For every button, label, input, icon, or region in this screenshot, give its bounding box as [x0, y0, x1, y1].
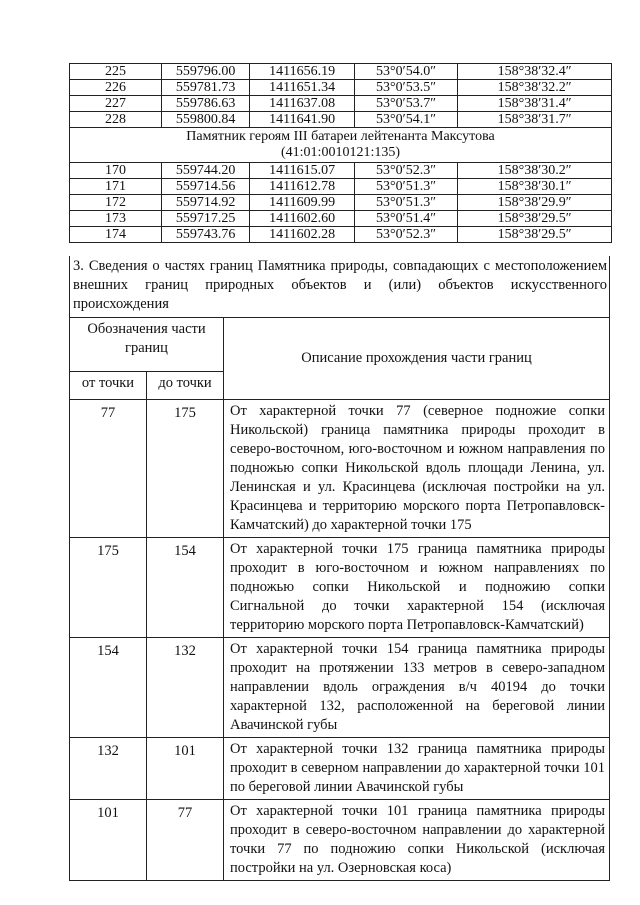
point-number: 172	[70, 195, 162, 211]
longitude: 158°38′30.1″	[458, 179, 612, 195]
coord-y: 1411641.90	[250, 112, 354, 128]
coord-y: 1411637.08	[250, 96, 354, 112]
boundary-parts-table	[69, 317, 610, 881]
longitude: 158°38′29.5″	[458, 227, 612, 243]
subheading-cadastral-number: (41:01:0010121:135)	[281, 145, 400, 160]
coord-y: 1411602.60	[250, 211, 354, 227]
table-row	[70, 163, 612, 179]
coord-x: 559781.73	[161, 80, 250, 96]
coord-x: 559800.84	[161, 112, 250, 128]
point-number: 173	[70, 211, 162, 227]
from-point: 175	[70, 538, 147, 638]
boundary-description: От характерной точки 175 граница памятника природы проходит в юго-восточном и южном направлениях по подножью сопки Никольской и подножию сопки Сигнальной до точки характерной 154 (исключая территорию морского порта Петропавловск-Камчатский)	[224, 538, 610, 638]
longitude: 158°38′31.4″	[458, 96, 612, 112]
boundary-description: От характерной точки 77 (северное подножие сопки Никольской) граница памятника природы проходит в северо-восточном, юго-восточном и южном направления по подножью сопки Никольской вдоль площади Ленина, ул. Ленинская и ул. Красинцева (исключая постройки на ул. Красинцева и территорию морского порта Петропавловск-Камчатский) до характерной точки 175	[224, 400, 610, 538]
from-point: 132	[70, 738, 147, 800]
table-header-row	[70, 318, 610, 372]
subheading-title: Памятник героям III батареи лейтенанта Максутова	[186, 129, 495, 144]
to-point: 175	[147, 400, 224, 538]
latitude: 53°0′52.3″	[354, 227, 457, 243]
latitude: 53°0′54.1″	[354, 112, 457, 128]
table-row	[70, 112, 612, 128]
section-3-heading: 3. Сведения о частях границ Памятника природы, совпадающих с местоположением внешних границ природных объектов и (или) объектов искусственного происхождения	[69, 256, 610, 318]
boundary-description: От характерной точки 154 граница памятника природы проходит на протяжении 133 метров в северо-западном направлении вдоль ограждения в/ч 40194 до точки характерной 132, расположенной на береговой линии Авачинской губы	[224, 638, 610, 738]
boundary-description: От характерной точки 101 граница памятника природы проходит в северо-восточном направлении до характерной точки 77 по подножию сопки Никольской (исключая постройки на ул. Озерновская коса)	[224, 800, 610, 881]
coord-x: 559796.00	[161, 64, 250, 80]
header-designation: Обозначения части границ	[70, 318, 224, 372]
header-description: Описание прохождения части границ	[224, 318, 610, 400]
table-row	[70, 179, 612, 195]
to-point: 101	[147, 738, 224, 800]
coord-y: 1411651.34	[250, 80, 354, 96]
longitude: 158°38′30.2″	[458, 163, 612, 179]
from-point: 77	[70, 400, 147, 538]
header-from-point: от точки	[70, 372, 147, 400]
table-row	[70, 400, 610, 538]
table-row	[70, 227, 612, 243]
table-subheading-row	[70, 128, 612, 163]
point-number: 225	[70, 64, 162, 80]
coord-x: 559714.56	[161, 179, 250, 195]
table-row	[70, 64, 612, 80]
header-to-point: до точки	[147, 372, 224, 400]
table-row	[70, 738, 610, 800]
point-number: 171	[70, 179, 162, 195]
table-row	[70, 96, 612, 112]
from-point: 101	[70, 800, 147, 881]
latitude: 53°0′52.3″	[354, 163, 457, 179]
from-point: 154	[70, 638, 147, 738]
table-row	[70, 80, 612, 96]
to-point: 132	[147, 638, 224, 738]
latitude: 53°0′51.4″	[354, 211, 457, 227]
coord-y: 1411615.07	[250, 163, 354, 179]
coord-x: 559717.25	[161, 211, 250, 227]
table-row	[70, 538, 610, 638]
coord-y: 1411602.28	[250, 227, 354, 243]
longitude: 158°38′32.2″	[458, 80, 612, 96]
coordinates-table	[69, 63, 612, 243]
latitude: 53°0′54.0″	[354, 64, 457, 80]
table-row	[70, 638, 610, 738]
to-point: 77	[147, 800, 224, 881]
latitude: 53°0′53.5″	[354, 80, 457, 96]
coord-y: 1411612.78	[250, 179, 354, 195]
coord-y: 1411609.99	[250, 195, 354, 211]
point-number: 174	[70, 227, 162, 243]
table-row	[70, 800, 610, 881]
latitude: 53°0′51.3″	[354, 195, 457, 211]
latitude: 53°0′51.3″	[354, 179, 457, 195]
coord-x: 559786.63	[161, 96, 250, 112]
object-subheading	[70, 128, 612, 163]
point-number: 170	[70, 163, 162, 179]
latitude: 53°0′53.7″	[354, 96, 457, 112]
to-point: 154	[147, 538, 224, 638]
coord-y: 1411656.19	[250, 64, 354, 80]
point-number: 227	[70, 96, 162, 112]
coord-x: 559744.20	[161, 163, 250, 179]
table-row	[70, 211, 612, 227]
longitude: 158°38′32.4″	[458, 64, 612, 80]
boundary-description: От характерной точки 132 граница памятника природы проходит в северном направлении до характерной точки 101 по береговой линии Авачинской губы	[224, 738, 610, 800]
longitude: 158°38′31.7″	[458, 112, 612, 128]
point-number: 226	[70, 80, 162, 96]
coord-x: 559714.92	[161, 195, 250, 211]
table-row	[70, 195, 612, 211]
longitude: 158°38′29.5″	[458, 211, 612, 227]
coord-x: 559743.76	[161, 227, 250, 243]
longitude: 158°38′29.9″	[458, 195, 612, 211]
point-number: 228	[70, 112, 162, 128]
